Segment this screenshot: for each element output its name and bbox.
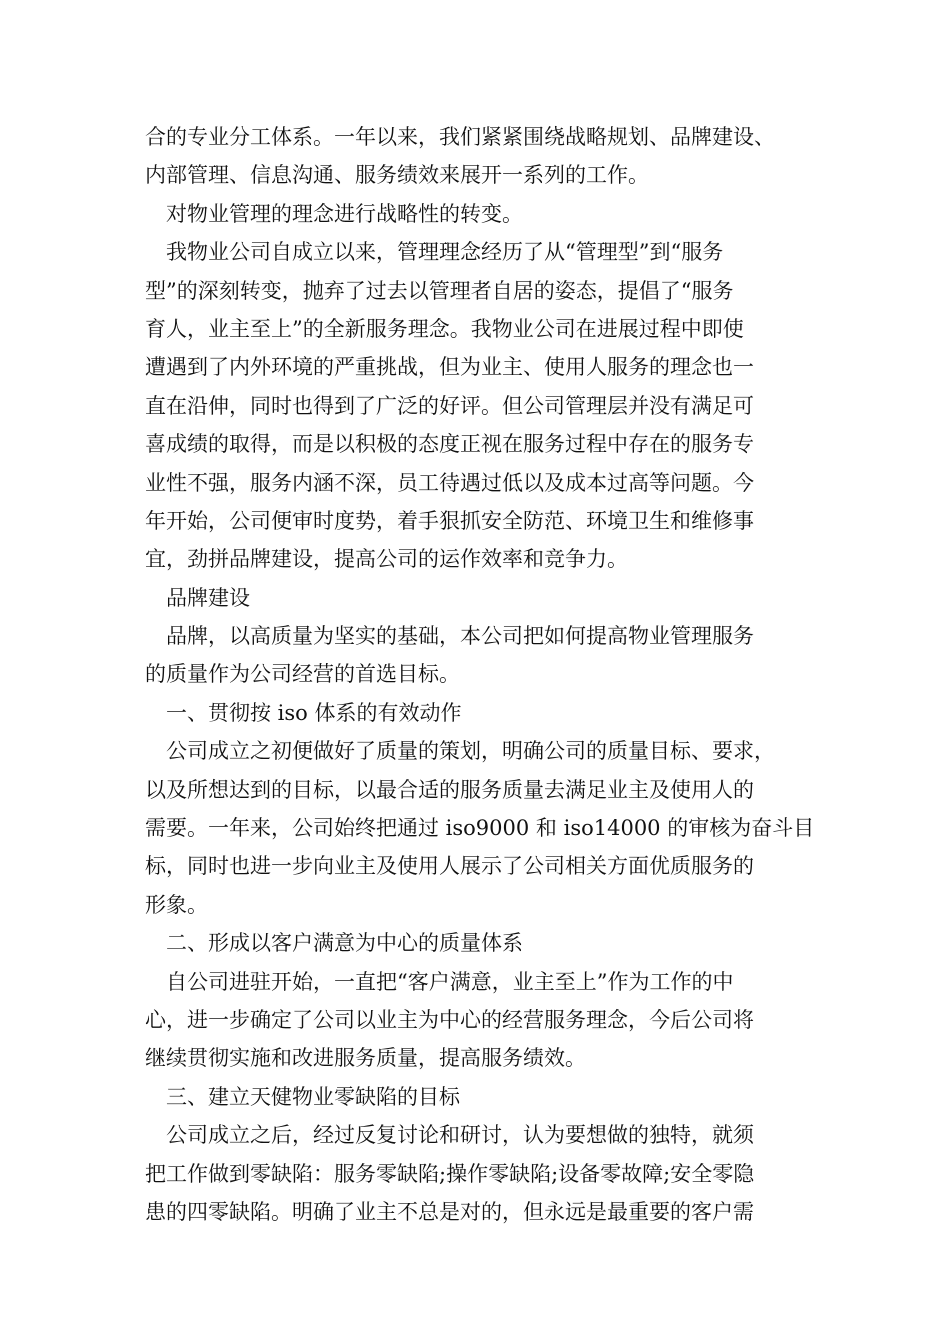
section-heading: 一、贯彻按 iso 体系的有效动作 xyxy=(166,700,462,725)
text-line: 继续贯彻实施和改进服务质量，提高服务绩效。 xyxy=(145,1046,586,1071)
text-line: 合的专业分工体系。一年以来，我们紧紧围绕战略规划、品牌建设、 xyxy=(145,125,775,149)
text-line: 以及所想达到的目标，以最合适的服务质量去满足业主及使用人的 xyxy=(145,777,754,802)
text-line: 心，进一步确定了公司以业主为中心的经营服务理念，今后公司将 xyxy=(145,1007,754,1032)
text-line: 喜成绩的取得，而是以积极的态度正视在服务过程中存在的服务专 xyxy=(145,432,754,457)
text-line: 年开始，公司便审时度势，着手狠抓安全防范、环境卫生和维修事 xyxy=(145,508,754,533)
section-heading: 对物业管理的理念进行战略性的转变。 xyxy=(166,201,523,226)
text-line: 需要。一年来，公司始终把通过 iso9000 和 iso14000 的审核为奋斗目 xyxy=(145,816,815,841)
text-line: 我物业公司自成立以来，管理理念经历了从“管理型”到“服务 xyxy=(166,240,724,265)
text-line: 标，同时也进一步向业主及使用人展示了公司相关方面优质服务的 xyxy=(145,854,754,879)
section-heading: 三、建立天健物业零缺陷的目标 xyxy=(166,1084,460,1109)
text-line: 公司成立之后，经过反复讨论和研讨，认为要想做的独特，就须 xyxy=(166,1123,754,1148)
text-line: 内部管理、信息沟通、服务绩效来展开一系列的工作。 xyxy=(145,163,649,188)
section-heading: 品牌建设 xyxy=(166,585,250,610)
text-line: 把工作做到零缺陷：服务零缺陷;操作零缺陷;设备零故障;安全零隐 xyxy=(145,1161,755,1186)
text-line: 的质量作为公司经营的首选目标。 xyxy=(145,662,460,687)
text-line: 公司成立之初便做好了质量的策划，明确公司的质量目标、要求， xyxy=(166,739,775,764)
section-heading: 二、形成以客户满意为中心的质量体系 xyxy=(166,931,523,956)
text-line: 遭遇到了内外环境的严重挑战，但为业主、使用人服务的理念也一 xyxy=(145,355,754,380)
text-line: 形象。 xyxy=(145,892,208,917)
text-line: 业性不强，服务内涵不深，员工待遇过低以及成本过高等问题。今 xyxy=(145,470,754,495)
text-line: 型”的深刻转变，抛弃了过去以管理者自居的姿态，提倡了“服务 xyxy=(145,278,734,303)
text-line: 自公司进驻开始，一直把“客户满意，业主至上”作为工作的中 xyxy=(166,969,734,994)
document-body xyxy=(145,118,825,1231)
text-line: 品牌，以高质量为坚实的基础，本公司把如何提高物业管理服务 xyxy=(166,624,754,649)
text-line: 育人，业主至上”的全新服务理念。我物业公司在进展过程中即使 xyxy=(145,316,744,341)
text-line: 患的四零缺陷。明确了业主不总是对的，但永远是最重要的客户需 xyxy=(145,1199,754,1224)
text-line: 直在沿伸，同时也得到了广泛的好评。但公司管理层并没有满足可 xyxy=(145,393,754,418)
text-line: 宜，劲拼品牌建设，提高公司的运作效率和竞争力。 xyxy=(145,547,628,572)
